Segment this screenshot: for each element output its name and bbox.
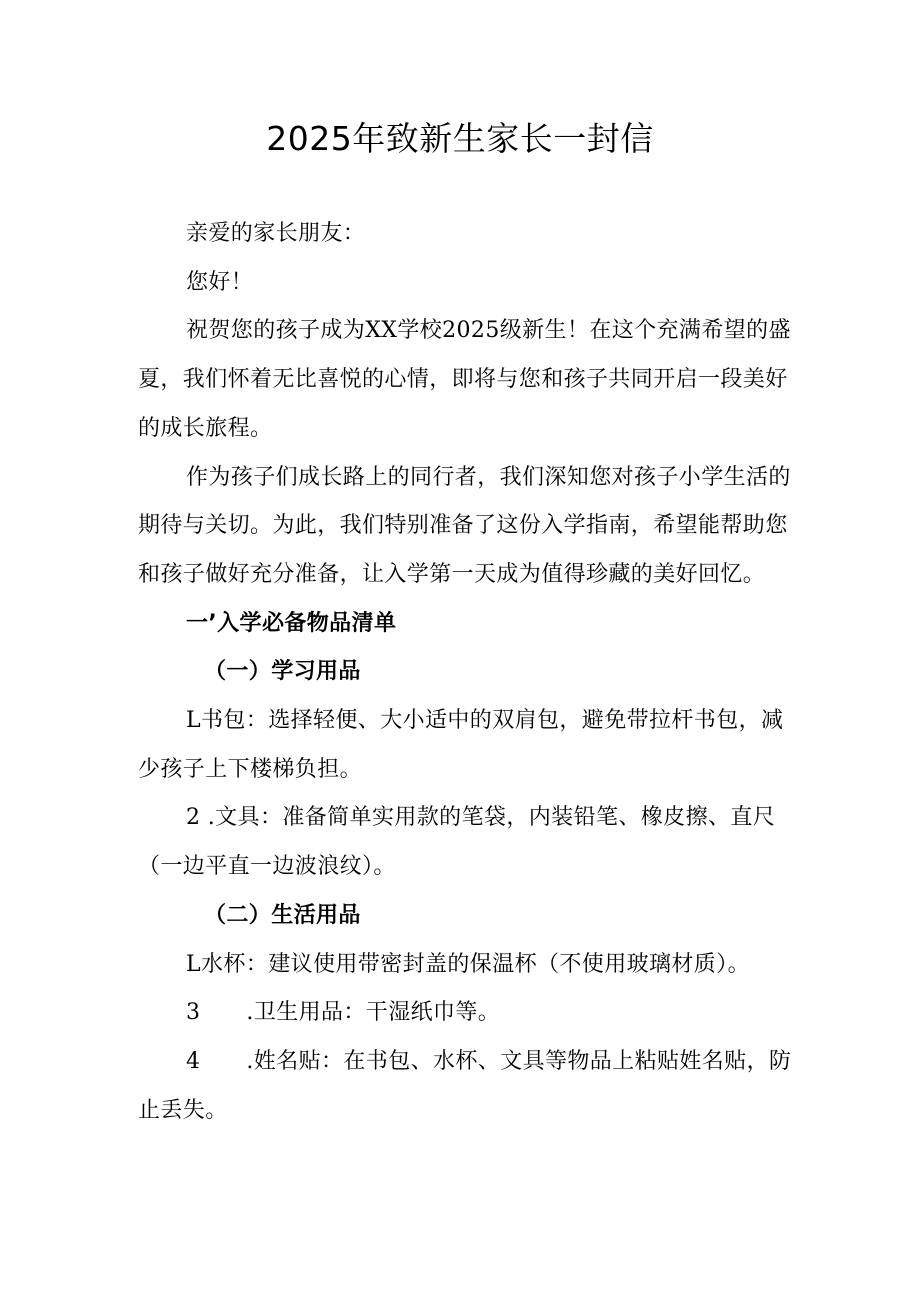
list-item-text: .姓名贴：在书包、水杯、文具等物品上粘贴姓名贴，防止丢失。: [138, 1048, 792, 1123]
section-heading-items: 一’入学必备物品清单: [186, 610, 397, 636]
list-item-text: .卫生用品：干湿纸巾等。: [246, 1000, 501, 1026]
list-item-number: 3: [186, 1000, 201, 1026]
paragraph-congratulations: 祝贺您的孩子成为XX学校2025级新生！在这个充满希望的盛夏，我们怀着无比喜悦的心情，即将与您和孩子共同开启一段美好的成长旅程。: [138, 318, 791, 441]
list-item-stationery: 2 .文具：准备简单实用款的笔袋，内装铅笔、橡皮擦、直尺（一边平直一边波浪纹）。: [138, 805, 776, 880]
list-item-name-label: [138, 1038, 796, 1135]
greeting: 您好！: [186, 269, 254, 295]
subsection-heading-study: （一）学习用品: [204, 659, 361, 685]
subsection-heading-daily: （二）生活用品: [204, 902, 361, 928]
list-item-water-cup: L水杯：建议使用带密封盖的保温杯（不使用玻璃材质）。: [186, 951, 751, 977]
list-item-number: 4: [186, 1048, 201, 1074]
page-title: 2025年致新生家长一封信: [266, 119, 654, 158]
list-item-hygiene: [138, 989, 796, 1038]
salutation: 亲爱的家长朋友：: [186, 221, 366, 246]
list-item-schoolbag: L书包：选择轻便、大小适中的双肩包，避免带拉杆书包，减少孩子上下楼梯负担。: [138, 708, 784, 782]
paragraph-guide-intro: 作为孩子们成长路上的同行者，我们深知您对孩子小学生活的期待与关切。为此，我们特别准备了这份入学指南，希望能帮助您和孩子做好充分准备，让入学第一天成为值得珍藏的美好回忆。: [138, 464, 791, 587]
letter-body: [138, 210, 796, 1135]
